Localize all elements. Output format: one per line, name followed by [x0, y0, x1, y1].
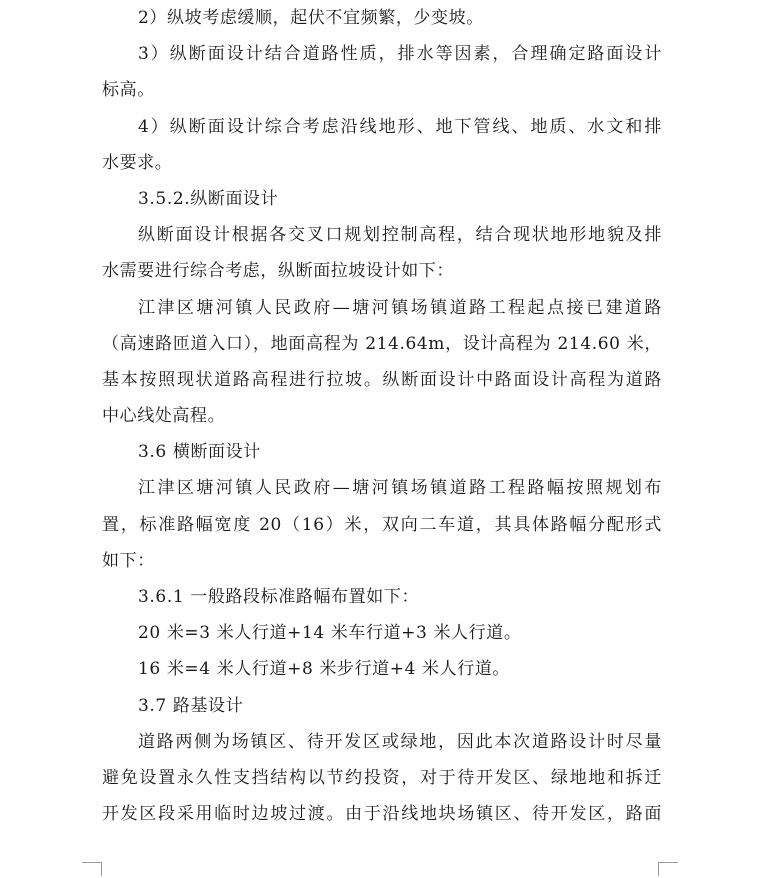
paragraph-line: 中心线处高程。	[102, 406, 226, 427]
document-body	[102, 0, 662, 832]
section-heading: 3.6.1 一般路段标准路幅布置如下：	[138, 587, 420, 607]
paragraph-line: 开发区段采用临时边坡过渡。由于沿线地块场镇区、待开发区，路面	[102, 804, 662, 825]
paragraph-line: 避免设置永久性支挡结构以节约投资，对于待开发区、绿地地和拆迁	[102, 767, 662, 788]
paragraph-line: 纵断面设计根据各交叉口规划控制高程，结合现状地形地貌及排	[138, 225, 662, 246]
paragraph-line: 16 米=4 米人行道+8 米步行道+4 米人行道。	[138, 659, 511, 680]
crop-mark-right-vertical	[658, 862, 659, 876]
paragraph-line: 置，标准路幅宽度 20（16）米，双向二车道，其具体路幅分配形式	[102, 514, 662, 535]
paragraph-line: 20 米=3 米人行道+14 米车行道+3 米人行道。	[138, 623, 522, 644]
paragraph-line: 标高。	[102, 80, 155, 101]
paragraph-line: 水要求。	[102, 152, 173, 173]
section-heading: 3.6 横断面设计	[138, 442, 261, 463]
paragraph-line: 2）纵坡考虑缓顺，起伏不宜频繁，少变坡。	[138, 8, 484, 28]
paragraph-line: （高速路匝道入口），地面高程为 214.64m，设计高程为 214.60 米，	[102, 333, 662, 354]
crop-mark-right-horizontal	[658, 862, 678, 863]
section-heading: 3.5.2.纵断面设计	[138, 188, 279, 209]
paragraph-line: 3）纵断面设计结合道路性质，排水等因素，合理确定路面设计	[138, 44, 662, 65]
paragraph-line: 基本按照现状道路高程进行拉坡。纵断面设计中路面设计高程为道路	[102, 369, 662, 390]
crop-mark-left-vertical	[101, 862, 102, 876]
paragraph-line: 江津区塘河镇人民政府—塘河镇场镇道路工程起点接已建道路	[138, 297, 662, 318]
paragraph-line: 水需要进行综合考虑，纵断面拉坡设计如下：	[102, 261, 454, 282]
paragraph-line: 江津区塘河镇人民政府—塘河镇场镇道路工程路幅按照规划布	[138, 478, 662, 499]
section-heading: 3.7 路基设计	[138, 695, 244, 716]
paragraph-line: 如下：	[102, 550, 155, 571]
crop-mark-left-horizontal	[82, 862, 102, 863]
paragraph-line: 4）纵断面设计综合考虑沿线地形、地下管线、地质、水文和排	[138, 116, 662, 137]
paragraph-line: 道路两侧为场镇区、待开发区或绿地，因此本次道路设计时尽量	[138, 731, 662, 752]
